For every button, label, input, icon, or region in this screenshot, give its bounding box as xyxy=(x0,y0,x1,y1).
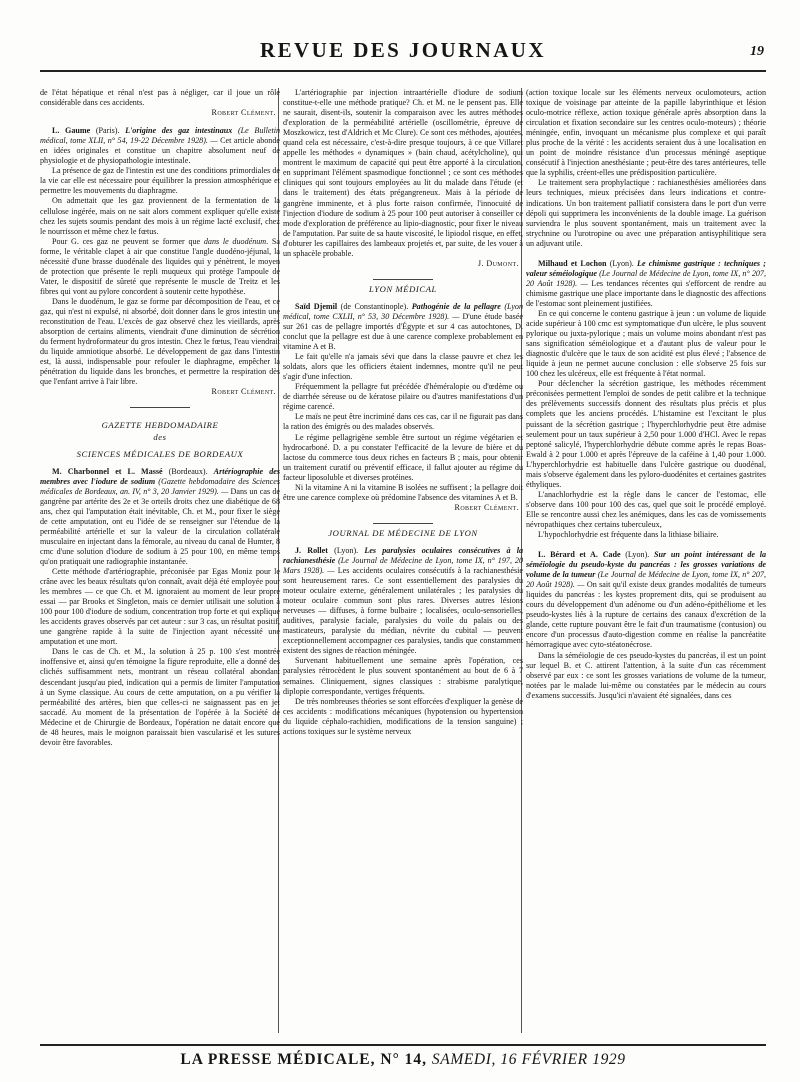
paragraph: Le maïs ne peut être incriminé dans ces cas, car il ne figurait pas dans la ration des émigrés ou des malades observés. xyxy=(283,412,523,432)
author-place: (de Constantinople). xyxy=(337,301,412,311)
article-source: (Le Journal de Médecine de Lyon, tome IX, n° 207, 20 Août 1928). — xyxy=(526,570,766,590)
paragraph: L'artériographie par injection intraartérielle d'iodure de sodium constitue-t-elle une méthode pratique? Ch. et M. ne le pensent pas. Elle ne saurait, disent-ils, soutenir la comparaison avec les autres méthodes d'exploration de la perméabilité artérielle (oscillométrie, épreuve de Moszkowicz, test d'Aldrich et Mc Clure). Ce sont ces méthodes, ajoutées, quand cela est nécessaire, c'est-à-dire presque toujours, à ce que Villaret appelle les méthodes « dynamiques » (bain chaud, acétylcholine), qui montrent le maximum de capacité qui peut être apporté à la circulation, en supprimant l'élément spasmodique fonctionnel ; ce sont ces méthodes cliniques qui sont toujours employées au lit du malade dans l'étude (et dans le traitement) des états prégangreneux. Mais à la période de gangrène imminente, et à plus forte raison confirmée, l'innocuité de l'injection d'iodure de sodium à 25 pour 100 peut autoriser à conseiller ce mode d'exploration de préférence au lipio-diagnostic, pour fixer le niveau de l'amputation. Par suite de sa haute viscosité, le lipiodol risque, en effet, d'obturer les capillaires des lambeaux projetés et, par suite, de les vouer à un sphacèle probable. xyxy=(283,88,523,258)
paragraph-text: . Sa forme, le véritable clapet à air que constitue l'angle duodéno-jéjunal, la nécessité d'une brasse duodénale des liquides qui y pénètrent, le moyen de protection que présente le repli muqueux qui protège l'ampoule de Vater, le dispositif de sûreté que représente le muscle de Treitz et les fibres qui vont au pylore concordent à soutenir cette hypothèse. xyxy=(40,236,280,296)
journal-section-heading-sub: SCIENCES MÉDICALES DE BORDEAUX xyxy=(76,448,244,459)
journal-section-heading-connector: des xyxy=(153,432,167,443)
paragraph: Dans la séméiologie de ces pseudo-kystes du pancréas, il est un point sur lequel B. et C. attirent l'attention, à la suite d'un cas récemment observé par eux : ce sont les grosses variations de volume de la tumeur, notées par le malade lui-même ou constatées par le médecin au cours d'examens successifs. Jusqu'ici n'avaient été signalées, dans ces xyxy=(526,650,766,700)
section-title: REVUE DES JOURNAUX xyxy=(260,38,546,62)
article-source: (Le Bulletin médical, tome XLII, n° 54, 19-22 Décembre 1928). — xyxy=(40,126,280,146)
paragraph-text: Cet article abonde en idées originales et constitue un chapitre absolument neuf de physiologie et de physiopathologie intestinale. xyxy=(40,136,280,166)
footer-journal-line xyxy=(40,1051,766,1069)
author-place: (Lyon). xyxy=(327,545,365,555)
article-abstract xyxy=(283,302,523,352)
paragraph: On admettait que les gaz proviennent de la fermentation de la cellulose ingérée, mais on ne sait alors comment expliquer qu'elle existe chez les sujets soumis pendant des mois à un régime lacté exclusif, chez le nourrisson et même chez le fœtus. xyxy=(40,196,280,236)
journal-name: LA PRESSE MÉDICALE, xyxy=(180,1051,376,1068)
paragraph xyxy=(40,237,280,297)
article-source: (Le Journal de Médecine de Lyon, tome IX, n° 207, 20 Août 1928). — xyxy=(526,268,766,288)
signature: Robert Clément. xyxy=(211,108,276,118)
journal-section-heading: GAZETTE HEBDOMADAIRE xyxy=(101,420,219,431)
paragraph: Pour déclencher la sécrétion gastrique, les méthodes récemment préconisées permettent l'emploi de sondes de petit calibre et la technique des prélèvements successifs donnent des résultats plus précis et plus complets que les anciens procédés. L'histamine est l'excitant le plus puissant de la sécrétion gastrique ; l'hyperchlorhydrie peut être admise seulement pour un taux supérieur à 2,50 pour 1.000 d'HCl. Avec le repas peptoné salicylé, l'hyperchlorhydrie débute comme après le repas Boas-Ewald à 2 pour 1.000 et après l'épreuve de la caféine à 1,40 pour 1.000. L'hyperchlorhydrie est habituelle dans l'ulcère gastrique ou duodénal, mais s'observe également dans les pyloro-duodénites et certaines gastrites éthyliques. xyxy=(526,379,766,489)
paragraph-text: Pour G. ces gaz ne peuvent se former que xyxy=(52,236,204,246)
article-abstract xyxy=(40,126,280,166)
paragraph: De très nombreuses théories se sont efforcées d'expliquer la genèse de ces accidents : modifications mécaniques (hypotension ou hypertension du liquide céphalo-rachidien, modifications de la tension sanguine) ; actions toxiques sur le système nerveux xyxy=(283,696,523,736)
paragraph: Cette méthode d'artériographie, préconisée par Egas Moniz pour le crâne avec les beaux résultats qu'on connaît, avait déjà été employée pour les membres — ce que Ch. et M. ignoraient au moment de leur propre essai — par Brooks et Singleton, mais ce dernier utilisait une solution à 100 pour 100 d'iodure de sodium, concentration trop forte et qui explique les accidents graves observés par cet auteur : sur 3 cas, un résultat positif, une gangrène rapide à la suite de l'injection ayant nécessité une amputation et une mort. xyxy=(40,567,280,647)
paragraph: Le fait qu'elle n'a jamais sévi que dans la classe pauvre et chez les soldats, alors que les officiers étaient indemnes, montre qu'il ne peut s'agir d'une infection. xyxy=(283,352,523,382)
issue-date: SAMEDI, 16 FÉVRIER 1929 xyxy=(431,1051,626,1068)
column-1 xyxy=(40,88,280,1036)
page-footer xyxy=(40,1044,766,1072)
signature: Robert Clément. xyxy=(211,387,276,397)
author-place: (Bordeaux). xyxy=(162,466,214,476)
article-source: (Le Journal de Médecine de Lyon, tome IX, n° 197, 20 Mars 1928). — xyxy=(283,555,523,576)
paragraph: Survenant habituellement une semaine après l'opération, ces paralysies rétrocèdent le plus souvent spontanément au bout de 6 à 7 semaines. Cliniquement, signes classiques : strabisme paralytique, diplopie correspondante, vertiges fréquents. xyxy=(283,656,523,696)
article-abstract xyxy=(526,259,766,309)
paragraph: L'hypochlorhydrie est fréquente dans la lithiase biliaire. xyxy=(538,530,719,540)
article-author: J. Rollet xyxy=(295,545,328,555)
author-place: (Lyon). xyxy=(620,550,654,560)
paragraph: L'anachlorhydrie est la règle dans le cancer de l'estomac, elle s'observe dans 100 pour 100 des cas, quel que soit le procédé employé. Elle se rencontre aussi chez les anémiques, dans les cas de vomissements névropathiques chez certains tuberculeux, xyxy=(526,489,766,529)
section-separator xyxy=(373,523,433,524)
signature: Robert Clément. xyxy=(454,502,519,512)
masthead xyxy=(40,36,766,72)
article-title: Sur un point intéressant de la séméiologie du pseudo-kyste du pancréas : les grosses variations de volume de la tumeur xyxy=(526,550,766,580)
paragraph: Fréquemment la pellagre fut précédée d'héméralopie ou d'œdème ou de diarrhée séreuse ou de kératose pilaire ou d'autres manifestations d'un régime carencé. xyxy=(283,382,523,412)
article-title: Artériographie des membres avec l'iodure de sodium xyxy=(40,466,280,486)
article-author: Milhaud et Lochon xyxy=(538,258,607,268)
article-title: Le chimisme gastrique : techniques ; valeur séméiologique xyxy=(526,258,766,278)
paragraph: Dans le duodénum, le gaz se forme par décomposition de l'eau, et ce gaz, qui n'est ni expulsé, ni absorbé, doit donner dans le gros intestin une reconstitution de l'eau. L'excès de gaz observé chez les vieillards, après absorption de certains aliments, viendrait d'une diminution de sécrétion du ferment hydroformateur du gros intestin. Chez le fœtus, l'eau viendrait du liquide amniotique absorbé. Le développement de gaz dans l'intestin est, là aussi, indispensable pour refouler le diaphragme, empêcher la pénétration du liquide dans les bronches, et permettre la respiration dès que l'enfant arrive à l'air libre. xyxy=(40,296,280,387)
paragraph: La présence de gaz de l'intestin est une des conditions primordiales de la vie car elle est nécessaire pour équilibrer la pression atmosphérique et permettre les mouvements du diaphragme. xyxy=(40,166,280,196)
article-author: L. Gaume xyxy=(52,126,91,136)
paragraph: (action toxique locale sur les éléments nerveux oculomoteurs, action toxique de voisinage par atteinte de la papille labyrinthique et lésion oculo-motrice réflexe, action toxique générale après absorption dans la circulation et fixation secondaire sur les centres oculo-moteurs) ; théorie méningée, enfin, invoquant un mécanisme plus complexe et qui paraît plus proche de la vérité : les accidents seraient dus à une localisation en un point de moindre résistance d'un processus méningé aseptique consécutif à l'injection anesthésiante ; peut-être des tares antérieures, telle que la syphilis, créent-elles une prédisposition particulière. xyxy=(526,88,766,178)
signature: J. Dumont. xyxy=(477,258,519,268)
paragraph: Le régime pellagrigène semble être surtout un régime végétarien et hydrocarboné. D. a pu constater l'efficacité de la levure de bière et du lactose du commerce tous deux riches en facteurs B ; mais, pour obtenir un traitement curatif ou préventif efficace, il fallut ajouter au régime du facteur liposoluble et diverses protéines. xyxy=(283,432,523,482)
paragraph-text: Les accidents oculaires consécutifs à la rachianesthésie sont heureusement rares. Ce sont essentiellement des paralysies du moteur oculaire externe, généralement unilatérales ; les paralysies du moteur oculaire commun sont plus rares. Diverses autres lésions nerveuses — diffuses, à forme bulbaire ; localisées, oculo-sensorielles, auditives, paralysie faciale, paralysies du voile du palais ou des masticateurs, paralysie du médian, névrite du cubital — peuvent exceptionnellement accompagner ces paralysies, tandis que constamment existent des signes de réaction méningée. xyxy=(283,566,523,656)
paragraph: En ce qui concerne le contenu gastrique à jeun : un volume de liquide acide supérieur à 100 cmc est symptomatique d'un ulcère, le plus souvent pylorique ou juxta-pylorique ; mais un volume moins abondant n'est pas sans signification séméiologique et a d'autant plus de valeur pour le diagnostic d'ulcère que le taux de son acidité est plus élevé ; l'absence de liquide à jeun ne permet aucune conclusion : elle s'observe 25 fois sur 100 chez les ulcéreux, elle est fréquente à l'état normal. xyxy=(526,308,766,379)
issue-number: N° 14, xyxy=(380,1051,428,1068)
paragraph: Ni la vitamine A ni la vitamine B isolées ne suffisent ; la pellagre doit être une carence complexe où prédomine l'absence des vitamines A et B. xyxy=(283,482,523,502)
emphasis-text: dans le duodénum xyxy=(203,236,267,246)
article-title: Pathogénie de la pellagre xyxy=(411,301,501,311)
paragraph: Le traitement sera prophylactique : rachianesthésies améliorées dans leurs techniques, mieux précisées dans leurs indications et contre-indications. Un bon traitement palliatif consistera dans le port d'un verre dépoli qui supprimera les inconvénients de la double image. La guérison surviendra le plus souvent spontanément, mais un traitement avec la strychnine ou l'urotropine ou avec une préparation antisyphilitique sera un adjuvant utile. xyxy=(526,178,766,248)
article-abstract xyxy=(40,467,280,567)
section-separator xyxy=(130,407,190,408)
author-place: (Lyon). xyxy=(606,258,638,268)
paragraph-text: Dans un cas de gangrène par artérite des 2e et 3e orteils droits chez une diabétique de 68 ans, chez qui l'amputation était inévitable, Ch. et M., pour fixer le siège de cette amputation, ont eu l'idée de se renseigner sur l'étendue de la perméabilité artérielle et sur la valeur de la circulation collatérale musculaire en injectant dans la fémorale, au niveau du canal de Humter, 8 cmc d'une solution d'iodure de sodium à 25 pour 100, en même temps qu'on pratiquait une radiographie instantanée. xyxy=(40,486,280,566)
article-author: M. Charbonnel et L. Massé xyxy=(52,466,163,476)
journal-section-heading: LYON MÉDICAL xyxy=(369,283,437,294)
article-title: Les paralysies oculaires consécutives à la rachianesthésie xyxy=(283,545,523,565)
journal-section-heading: JOURNAL DE MÉDECINE DE LYON xyxy=(328,527,478,538)
paragraph: de l'état hépatique et rénal n'est pas à négliger, car il joue un rôle considérable dans ces accidents. xyxy=(40,88,280,108)
paragraph-text: On sait qu'il existe deux grandes modalités de tumeurs liquides du pancréas : les kystes proprement dits, qui se produisent au cours du développement d'un adénome ou d'un adéno-épithéliome et les pseudo-kystes liés à la rupture de certains des canaux d'excrétion de la glande, cette rupture pouvant être le fait d'un traumatisme (contusion) ou encore d'un processus d'auto-digestion comme en réalise la pancréatite hémorragique avec cyto-stéatonécrose. xyxy=(526,580,766,650)
paragraph-text: Les tendances récentes qui s'efforcent de rendre au chimisme gastrique une place importante dans le diagnostic des affections de l'estomac sont pleinement justifiées. xyxy=(526,278,766,308)
column-3 xyxy=(526,88,766,1036)
section-separator xyxy=(373,279,433,280)
column-2 xyxy=(283,88,523,1036)
article-author: Saïd Djemil xyxy=(295,301,338,311)
article-source: (Gazette hebdomadaire des Sciences médicales de Bordeaux, an. IV, n° 3, 20 Janvier 1929). — xyxy=(40,476,280,496)
article-source: (Lyon médical, tome CXLII, n° 53, 30 Décembre 1928). — xyxy=(283,301,523,321)
page-number: 19 xyxy=(750,44,764,59)
article-abstract xyxy=(283,546,523,657)
article-author: L. Bérard et A. Cade xyxy=(538,550,621,560)
paragraph: Dans le cas de Ch. et M., la solution à 25 p. 100 s'est montrée inoffensive et, ainsi qu'en témoigne la figure reproduite, elle a donné des clichés suffisamment nets, montrant un réseau collatéral abondant descendant jusqu'au pied, indication qui a permis de limiter l'amputation à un Syme classique. Au cours de cette amputation, on a pu vérifier la perméabilité des artères, bien que celles-ci ne saignassent pas en jet saccadé. Au moment de la présentation de l'opérée à la Société de Médecine et de Chirurgie de Bordeaux, l'opération ne datait encore que de 48 heures, mais le moignon paraissait bien vascularisé et les sutures devoir être favorables. xyxy=(40,647,280,747)
article-title: L'origine des gaz intestinaux xyxy=(125,126,233,136)
article-abstract xyxy=(526,550,766,650)
paragraph-text: D'une étude basée sur 261 cas de pellagre importés d'Égypte et sur 4 cas autochtones, D. conclut que la pellagre est due à une carence complexe probablement en vitamine A et B. xyxy=(283,311,523,352)
author-place: (Paris). xyxy=(90,126,126,136)
